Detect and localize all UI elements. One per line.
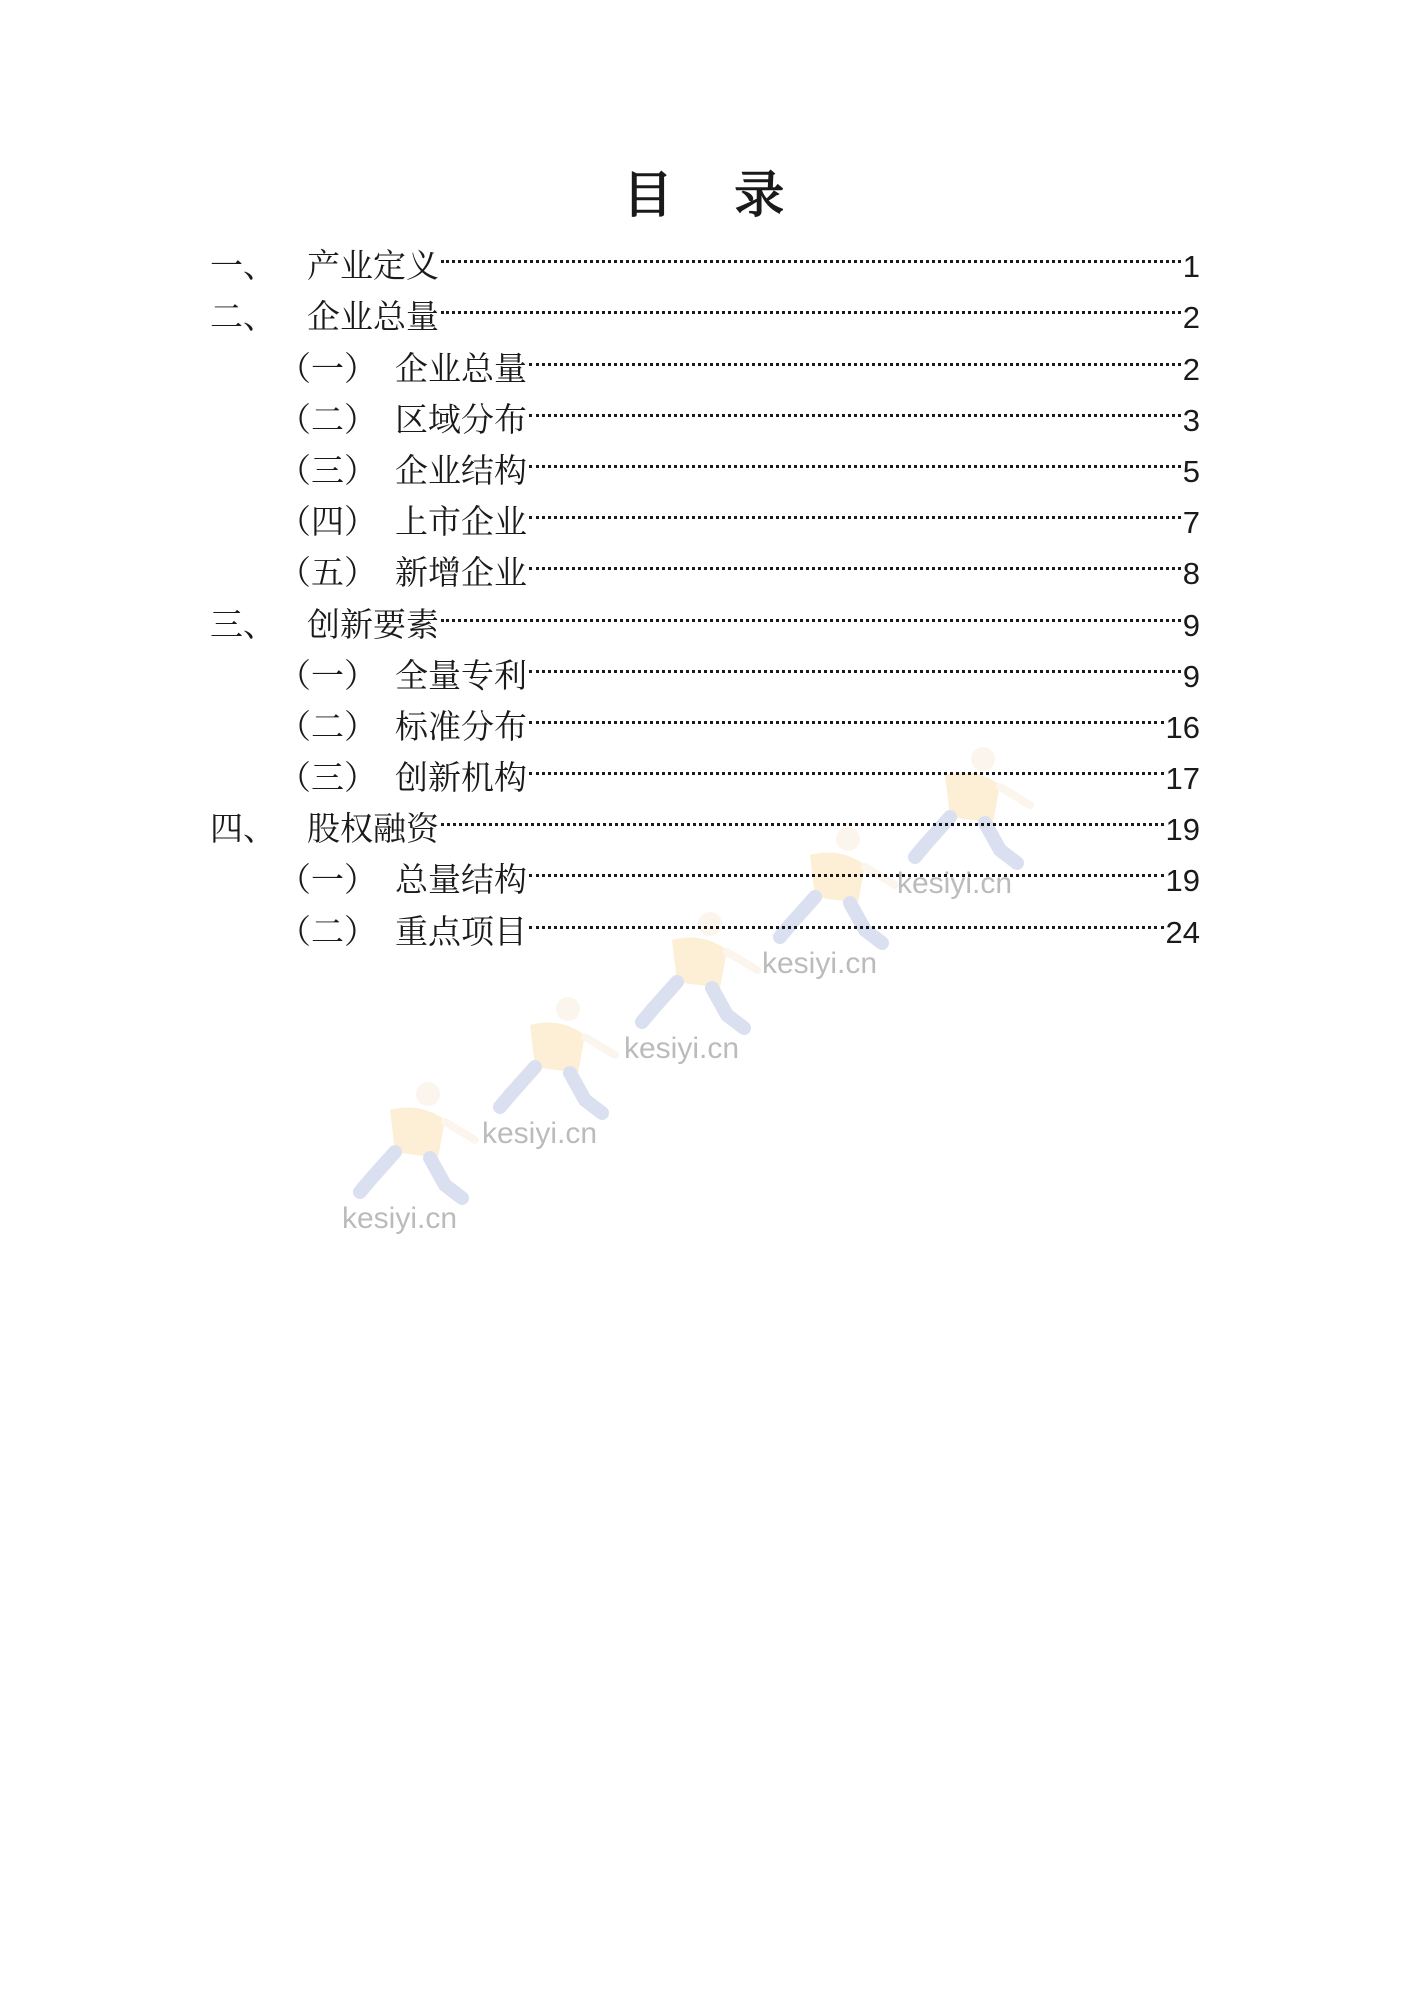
table-of-contents [210,226,1200,951]
watermark-text: kesiyi.cn [897,867,1013,900]
toc-entry-title: 股权融资 [307,809,439,849]
watermark-text: kesiyi.cn [342,1202,458,1235]
toc-entry-title: 总量结构 [395,860,527,900]
toc-dot-leader [529,687,1164,738]
toc-page-number: 9 [1182,658,1200,694]
toc-title: 目 录 [622,166,807,224]
toc-entry-number: 二、 [210,297,276,337]
toc-page-number: 2 [1182,300,1200,336]
toc-page-number: 3 [1182,402,1200,438]
watermark-text: kesiyi.cn [482,1117,598,1150]
toc-dot-leader [529,328,1181,379]
toc-page-number: 2 [1182,351,1200,387]
toc-dot-leader [441,277,1181,328]
toc-dot-leader [529,636,1181,687]
toc-dot-leader [529,380,1181,431]
toc-page-number: 1 [1182,249,1200,285]
toc-entry-title: 全量专利 [395,655,527,695]
toc-entry-number: 三、 [210,604,276,644]
toc-page-number: 19 [1165,863,1200,899]
toc-page-number: 24 [1165,914,1200,950]
toc-dot-leader [529,738,1164,789]
toc-page-number: 5 [1182,453,1200,489]
watermark-text: kesiyi.cn [762,947,878,980]
toc-entry-number: （一） [278,860,377,900]
toc-entry-number: （二） [278,399,377,439]
toc-dot-leader [529,482,1181,533]
watermark-text: kesiyi.cn [624,1032,740,1065]
toc-entry-number: （二） [278,706,377,746]
toc-entry[interactable] [210,226,1200,286]
toc-dot-leader [529,533,1181,584]
toc-dot-leader [529,840,1164,891]
toc-dot-leader [529,431,1181,482]
toc-page-number: 17 [1165,761,1200,797]
toc-entry-number: （五） [278,553,377,593]
toc-page-number: 19 [1165,812,1200,848]
toc-page-number: 16 [1165,709,1200,745]
toc-page-number: 8 [1182,556,1200,592]
toc-entry-title: 产业定义 [307,246,439,286]
toc-entry-number: （三） [278,758,377,798]
toc-entry-title: 重点项目 [395,911,527,951]
toc-entry-title: 企业结构 [395,450,527,490]
toc-entry-title: 区域分布 [395,399,527,439]
toc-entry-title: 上市企业 [395,502,527,542]
toc-entry-title: 新增企业 [395,553,527,593]
toc-dot-leader [441,584,1181,635]
toc-entry-title: 创新机构 [395,758,527,798]
toc-entry-title: 标准分布 [395,706,527,746]
toc-entry-title: 创新要素 [307,604,439,644]
watermark-runner-icon [350,1080,480,1210]
toc-entry-number: 一、 [210,246,276,286]
toc-entry-number: （一） [278,655,377,695]
toc-entry-number: （四） [278,502,377,542]
toc-page-number: 7 [1182,505,1200,541]
toc-dot-leader [529,891,1164,942]
toc-entry-number: 四、 [210,809,276,849]
toc-entry-number: （一） [278,348,377,388]
toc-dot-leader [441,789,1164,840]
toc-entry-title: 企业总量 [307,297,439,337]
toc-entry-number: （三） [278,450,377,490]
toc-dot-leader [441,226,1181,277]
toc-page-number: 9 [1182,607,1200,643]
watermark-runner-icon [490,995,620,1125]
toc-entry-number: （二） [278,911,377,951]
toc-entry-title: 企业总量 [395,348,527,388]
